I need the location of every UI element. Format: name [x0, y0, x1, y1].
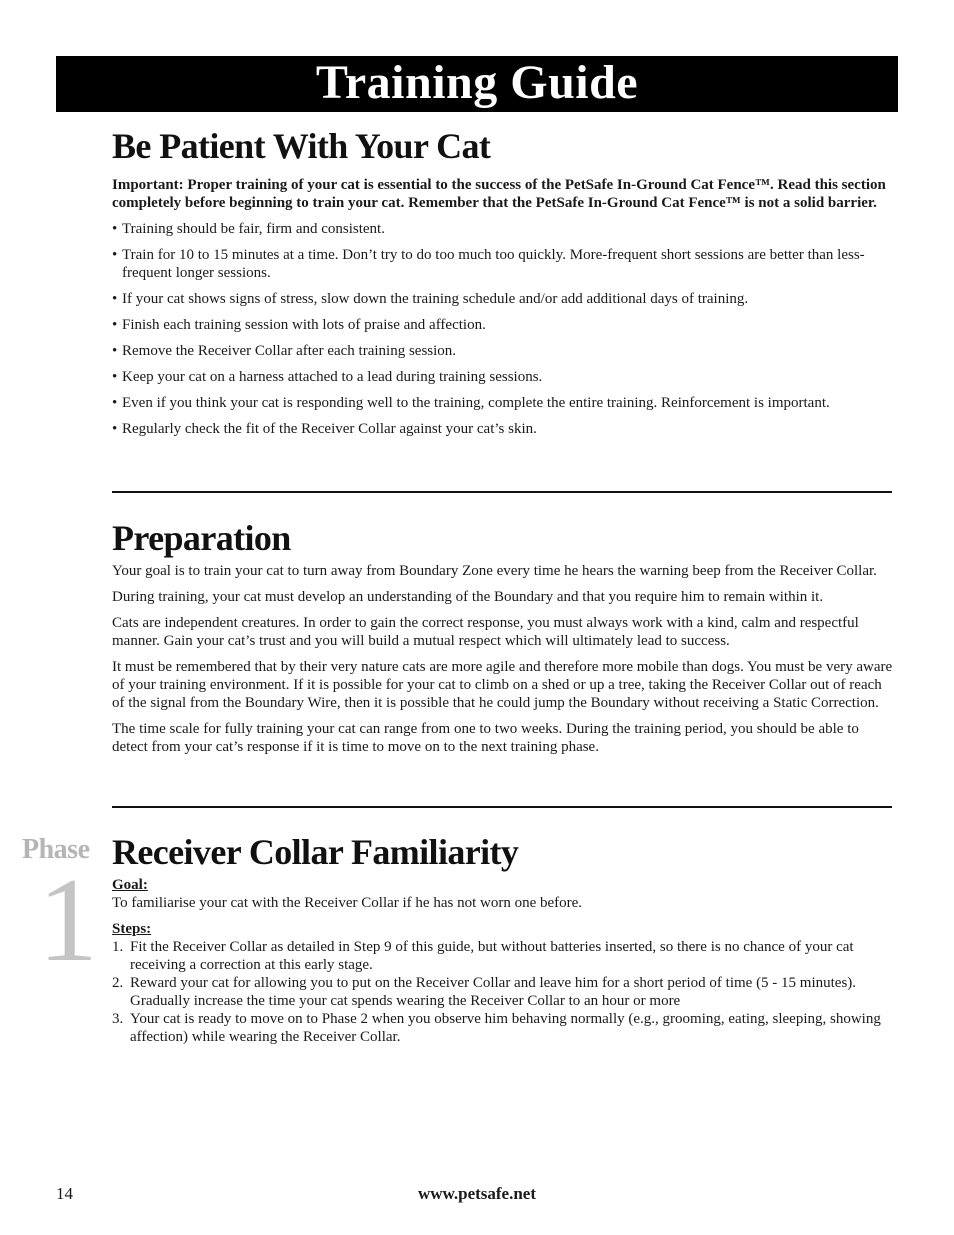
step-text: Reward your cat for allowing you to put on the Receiver Collar and leave him for a short period of time (5 - 15 minutes). Gradually increase the time your cat spends wearing the Receiver Collar to an hour or more [130, 975, 857, 1009]
step-number: 3. [112, 1011, 124, 1027]
section-divider [112, 491, 892, 493]
familiarity-heading: Receiver Collar Familiarity [112, 832, 519, 872]
list-item [112, 290, 898, 308]
step-text: Fit the Receiver Collar as detailed in Step 9 of this guide, but without batteries inserted, so there is no chance of your cat receiving a correction at this early stage. [130, 939, 854, 973]
list-item [112, 394, 898, 412]
steps-label: Steps: [112, 921, 152, 937]
list-item-text: Training should be fair, firm and consistent. [122, 221, 385, 237]
list-item-text: Even if you think your cat is responding well to the training, complete the entire training. Reinforcement is important. [122, 395, 830, 411]
website-url: www.petsafe.net [417, 1184, 537, 1203]
paragraph: During training, your cat must develop an understanding of the Boundary and that you require him to remain within it. [112, 589, 824, 605]
list-item-text: If your cat shows signs of stress, slow down the training schedule and/or add additional days of training. [122, 291, 749, 307]
patience-section [112, 126, 898, 438]
bullet-glyph: • [112, 247, 118, 263]
familiarity-section [112, 832, 898, 1046]
list-item [112, 220, 898, 238]
phase-number: 1 [38, 853, 98, 986]
patience-bullet-list [112, 220, 898, 438]
list-item [112, 316, 898, 334]
list-item [112, 1010, 898, 1046]
title-banner [56, 56, 898, 112]
preparation-section [112, 518, 898, 756]
step-text: Your cat is ready to move on to Phase 2 when you observe him behaving normally (e.g., grooming, eating, sleeping, showing affection) while wearing the Receiver Collar. [130, 1011, 881, 1045]
bullet-glyph: • [112, 395, 118, 411]
page-title: Training Guide [315, 56, 639, 109]
list-item-text: Finish each training session with lots of praise and affection. [122, 317, 486, 333]
paragraph: Your goal is to train your cat to turn away from Boundary Zone every time he hears the warning beep from the Receiver Collar. [112, 563, 877, 579]
goal-text: To familiarise your cat with the Receiver Collar if he has not worn one before. [112, 895, 583, 911]
page-number: 14 [56, 1184, 73, 1203]
bullet-glyph: • [112, 421, 118, 437]
list-item [112, 938, 898, 974]
list-item [112, 342, 898, 360]
list-item-text: Remove the Receiver Collar after each training session. [122, 343, 457, 359]
step-number: 2. [112, 975, 124, 991]
step-number: 1. [112, 939, 124, 955]
list-item-text: Train for 10 to 15 minutes at a time. Don’t try to do too much too quickly. More-frequent short sessions are better than less-frequent longer sessions. [122, 247, 865, 281]
list-item [112, 420, 898, 438]
list-item [112, 246, 898, 282]
list-item [112, 368, 898, 386]
bullet-glyph: • [112, 221, 118, 237]
patience-heading: Be Patient With Your Cat [112, 126, 491, 166]
bullet-glyph: • [112, 369, 118, 385]
preparation-heading: Preparation [112, 518, 291, 558]
section-divider [112, 806, 892, 808]
paragraph: It must be remembered that by their very nature cats are more agile and therefore more mobile than dogs. You must be very aware of your training environment. If it is possible for your cat to climb on a shed or up a tree, taking the Receiver Collar out of reach of the signal from the Boundary Wire, then it is possible that he could jump the Boundary without receiving a Static Correction. [112, 659, 893, 711]
bullet-glyph: • [112, 343, 118, 359]
list-item-text: Regularly check the fit of the Receiver Collar against your cat’s skin. [122, 421, 537, 437]
list-item-text: Keep your cat on a harness attached to a lead during training sessions. [122, 369, 543, 385]
bullet-glyph: • [112, 317, 118, 333]
phase-label: Phase [22, 834, 90, 865]
steps-list [112, 938, 898, 1046]
bullet-glyph: • [112, 291, 118, 307]
goal-label: Goal: [112, 877, 148, 893]
paragraph: The time scale for fully training your cat can range from one to two weeks. During the training period, you should be able to detect from your cat’s response if it is time to move on to the next training phase. [112, 721, 859, 755]
list-item [112, 974, 898, 1010]
important-note: Important: Proper training of your cat is essential to the success of the PetSafe In-Ground Cat Fence™. Read this section completely before beginning to train your cat. Remember that the PetSafe In-Ground Cat Fence™ is not a solid barrier. [112, 177, 886, 211]
paragraph: Cats are independent creatures. In order to gain the correct response, you must always work with a kind, calm and respectful manner. Gain your cat’s trust and you will build a mutual respect which will ultimately lead to success. [112, 615, 859, 649]
